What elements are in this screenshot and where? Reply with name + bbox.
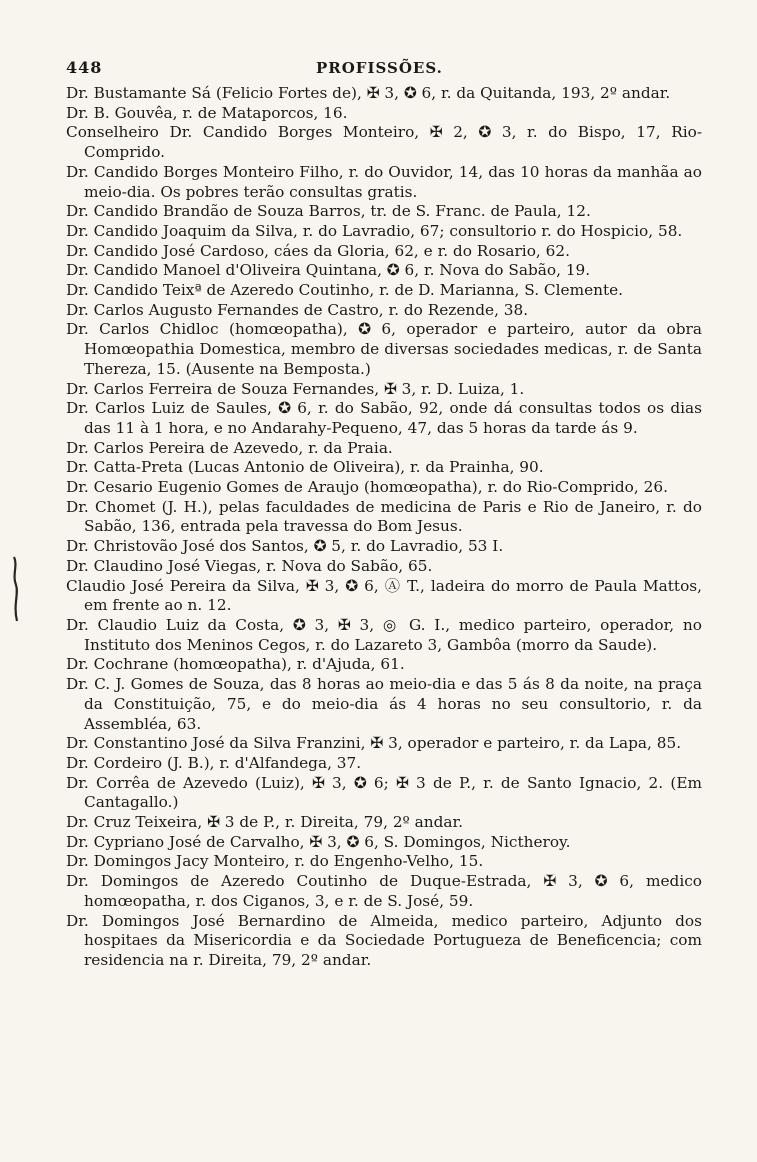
directory-entry: Dr. B. Gouvêa, r. de Mataporcos, 16. <box>66 103 348 122</box>
directory-entry: Dr. Catta-Preta (Lucas Antonio de Oliveira), r. da Prainha, 90. <box>66 458 544 477</box>
directory-entry: Dr. Candido Brandão de Souza Barros, tr. de S. Franc. de Paula, 12. <box>66 202 591 221</box>
directory-entry: Dr. Carlos Ferreira de Souza Fernandes, ✠ 3, r. D. Luiza, 1. <box>66 379 525 398</box>
directory-entry: Dr. Claudio Luiz da Costa, ✪ 3, ✠ 3, ◎ G. I., medico parteiro, operador, no Instituto dos Meninos Cegos, r. do Lazareto 3, Gambôa (morro da Saude). <box>66 615 702 654</box>
directory-entry: Dr. Carlos Pereira de Azevedo, r. da Praia. <box>66 438 393 457</box>
directory-entry: Dr. Carlos Chidloc (homœopatha), ✪ 6, operador e parteiro, autor da obra Homœopathia Domestica, membro de diversas sociedades medicas, r. de Santa Thereza, 15. (Ausente na Bemposta.) <box>66 320 702 378</box>
directory-entry: Dr. Cochrane (homœopatha), r. d'Ajuda, 61. <box>66 655 405 674</box>
directory-entry: Dr. Cypriano José de Carvalho, ✠ 3, ✪ 6, S. Domingos, Nictheroy. <box>66 832 571 851</box>
directory-entry: Dr. Chomet (J. H.), pelas faculdades de medicina de Paris e Rio de Janeiro, r. do Sabão, 136, entrada pela travessa do Bom Jesus. <box>66 497 702 536</box>
directory-entry: Dr. Domingos José Bernardino de Almeida, medico parteiro, Adjunto dos hospitaes da Misericordia e da Sociedade Portugueza de Beneficencia; com residencia na r. Direita, 79, 2º andar. <box>66 911 702 969</box>
directory-entry: Dr. Candido Teixª de Azeredo Coutinho, r. de D. Marianna, S. Clemente. <box>66 281 624 300</box>
directory-entry: Dr. Corrêa de Azevedo (Luiz), ✠ 3, ✪ 6; ✠ 3 de P., r. de Santo Ignacio, 2. (Em Cantagallo.) <box>66 773 702 812</box>
running-title: PROFISSÕES. <box>316 59 443 77</box>
directory-entry: Claudio José Pereira da Silva, ✠ 3, ✪ 6, Ⓐ T., ladeira do morro de Paula Mattos, em frente ao n. 12. <box>66 576 702 615</box>
directory-entries <box>66 84 702 971</box>
directory-entry: Dr. Cordeiro (J. B.), r. d'Alfandega, 37. <box>66 753 362 772</box>
directory-entry: Dr. Constantino José da Silva Franzini, ✠ 3, operador e parteiro, r. da Lapa, 85. <box>66 734 682 753</box>
directory-entry: Dr. Domingos de Azeredo Coutinho de Duque-Estrada, ✠ 3, ✪ 6, medico homœopatha, r. dos Ciganos, 3, e r. de S. José, 59. <box>66 872 702 910</box>
directory-entry: Dr. C. J. Gomes de Souza, das 8 horas ao meio-dia e das 5 ás 8 da noite, na praça da Constituição, 75, e do meio-dia ás 4 horas no seu consultorio, r. da Assembléa, 63. <box>66 675 702 733</box>
directory-entry: Dr. Christovão José dos Santos, ✪ 5, r. do Lavradio, 53 I. <box>66 537 504 556</box>
directory-entry: Dr. Cesario Eugenio Gomes de Araujo (homœopatha), r. do Rio-Comprido, 26. <box>66 478 668 497</box>
directory-entry: Dr. Carlos Luiz de Saules, ✪ 6, r. do Sabão, 92, onde dá consultas todos os dias das 11 à 1 hora, e no Andarahy-Pequeno, 47, das 5 horas da tarde ás 9. <box>66 399 702 437</box>
page-number: 448 <box>66 58 103 77</box>
directory-entry: Dr. Candido Borges Monteiro Filho, r. do Ouvidor, 14, das 10 horas da manhãa ao meio-dia. Os pobres terão consultas gratis. <box>66 162 702 201</box>
directory-entry: Dr. Candido Joaquim da Silva, r. do Lavradio, 67; consultorio r. do Hospicio, 58. <box>66 221 683 240</box>
directory-entry: Dr. Cruz Teixeira, ✠ 3 de P., r. Direita, 79, 2º andar. <box>66 813 463 832</box>
page-header <box>66 58 702 84</box>
directory-entry: Dr. Bustamante Sá (Felicio Fortes de), ✠ 3, ✪ 6, r. da Quitanda, 193, 2º andar. <box>66 84 671 102</box>
directory-entry: Dr. Claudino José Viegas, r. Nova do Sabão, 65. <box>66 556 433 575</box>
directory-entry: Dr. Domingos Jacy Monteiro, r. do Engenho-Velho, 15. <box>66 852 484 871</box>
directory-entry: Dr. Candido Manoel d'Oliveira Quintana, ✪ 6, r. Nova do Sabão, 19. <box>66 261 591 280</box>
directory-entry: Dr. Carlos Augusto Fernandes de Castro, r. do Rezende, 38. <box>66 300 529 319</box>
margin-bracket-mark <box>8 555 22 625</box>
directory-entry: Conselheiro Dr. Candido Borges Monteiro, ✠ 2, ✪ 3, r. do Bispo, 17, Rio-Comprido. <box>66 123 702 162</box>
directory-entry: Dr. Candido José Cardoso, cáes da Gloria, 62, e r. do Rosario, 62. <box>66 241 570 260</box>
